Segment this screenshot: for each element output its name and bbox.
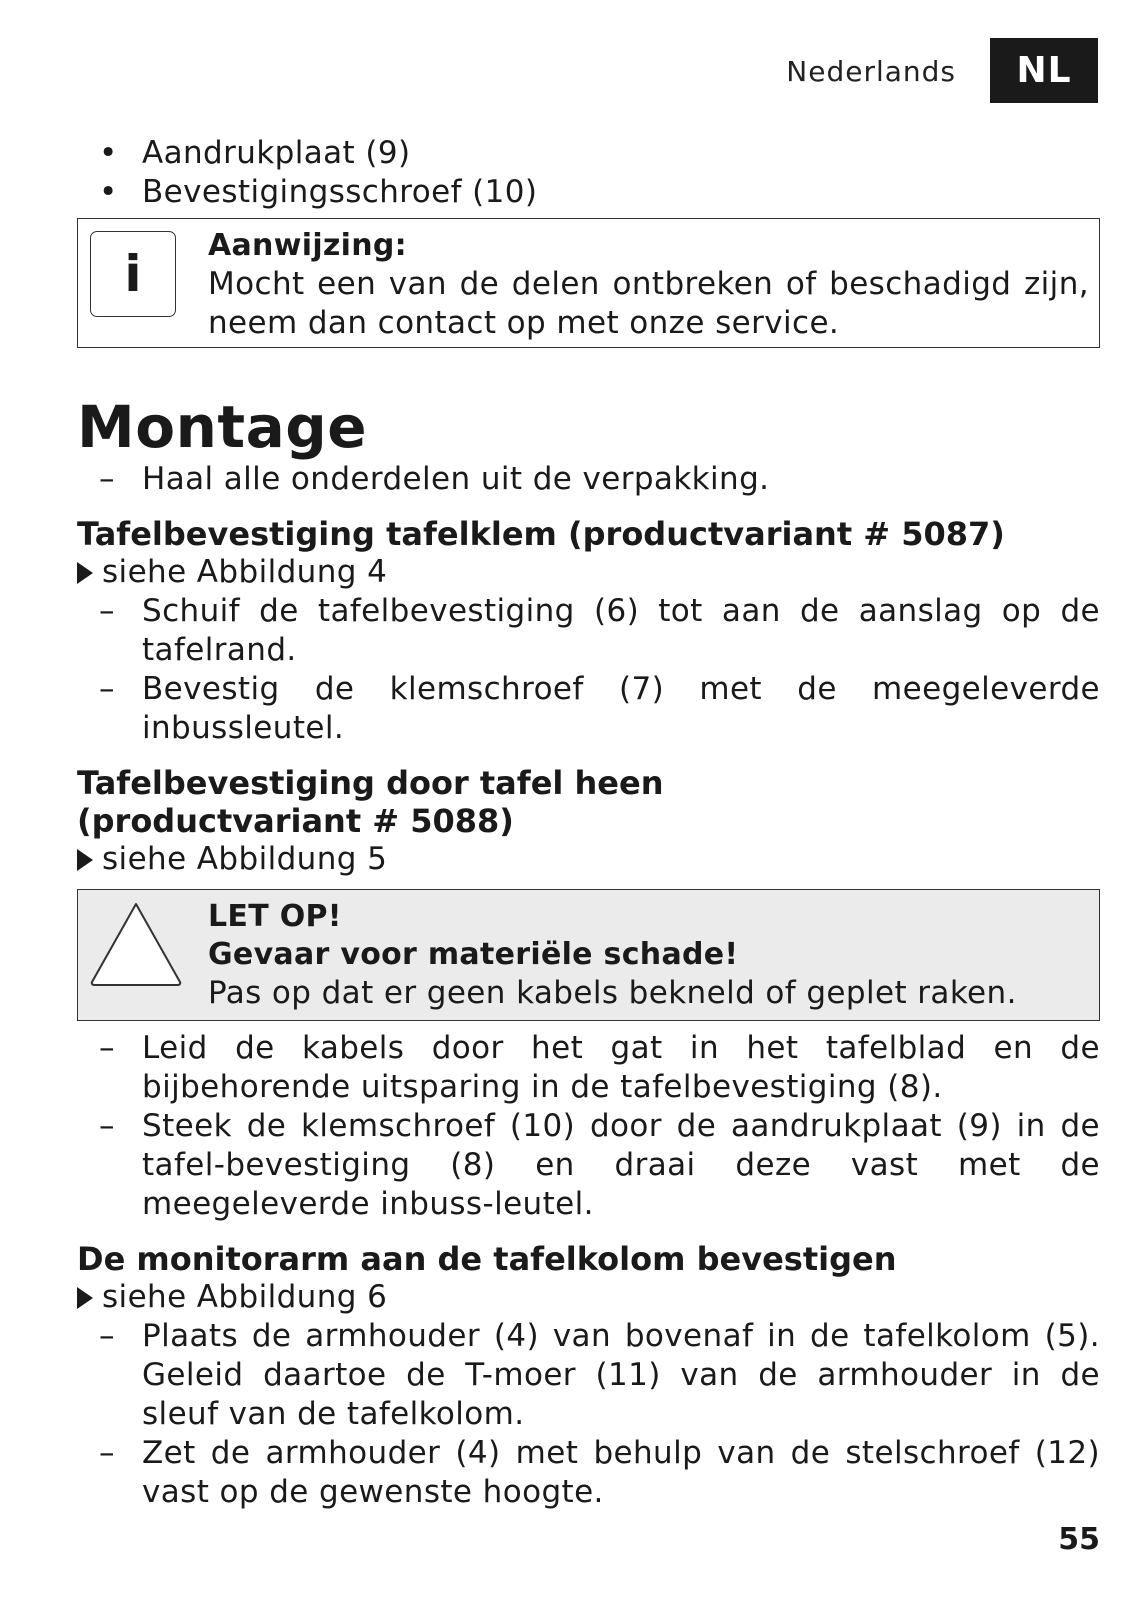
language-label: Nederlands bbox=[786, 55, 956, 88]
warning-notice bbox=[77, 889, 1100, 1021]
warning-text: Pas op dat er geen kabels bekneld of geplet raken. bbox=[208, 975, 1017, 1011]
warning-subtitle: Gevaar voor materiële schade! bbox=[208, 937, 739, 972]
montage-steps bbox=[77, 460, 1100, 499]
warning-title: LET OP! bbox=[208, 899, 342, 934]
figure-reference-text: siehe Abbildung 5 bbox=[102, 841, 388, 877]
list-item: – Schuif de tafelbevestiging (6) tot aan de aanslag op de tafelrand. bbox=[77, 592, 1100, 670]
info-notice-text: Mocht een van de delen ontbreken of beschadigd zijn, neem dan contact op met onze service. bbox=[208, 266, 1089, 341]
page-content bbox=[77, 134, 1100, 1512]
warning-triangle-icon bbox=[88, 900, 184, 988]
through-table-steps bbox=[77, 1029, 1100, 1224]
section-title-line: Tafelbevestiging door tafel heen bbox=[77, 764, 664, 802]
figure-reference-text: siehe Abbildung 4 bbox=[102, 554, 388, 590]
list-item: • Aandrukplaat (9) bbox=[77, 134, 1100, 173]
list-item: – Zet de armhouder (4) met behulp van de stelschroef (12) vast op de gewenste hoogte. bbox=[77, 1434, 1100, 1512]
list-item: – Plaats de armhouder (4) van bovenaf in de tafelkolom (5). Geleid daartoe de T-moer (11) van de armhouder in de sleuf van de tafelkolom. bbox=[77, 1317, 1100, 1434]
page-number: 55 bbox=[1058, 1522, 1100, 1557]
info-notice-title: Aanwijzing: bbox=[208, 228, 407, 263]
list-item: • Bevestigingsschroef (10) bbox=[77, 173, 1100, 212]
figure-reference bbox=[77, 840, 1100, 879]
section-title-montage: Montage bbox=[77, 393, 368, 461]
list-item: – Haal alle onderdelen uit de verpakking. bbox=[77, 460, 1100, 499]
figure-reference bbox=[77, 553, 1100, 592]
section-title-through-table bbox=[77, 764, 1100, 840]
figure-reference bbox=[77, 1278, 1100, 1317]
info-notice bbox=[77, 218, 1100, 348]
arrow-right-icon bbox=[77, 562, 93, 584]
parts-list bbox=[77, 134, 1100, 212]
clamp-steps bbox=[77, 592, 1100, 748]
list-item: – Bevestig de klemschroef (7) met de meegeleverde inbussleutel. bbox=[77, 670, 1100, 748]
section-title-clamp: Tafelbevestiging tafelklem (productvariant # 5087) bbox=[77, 515, 1005, 553]
info-icon: i bbox=[90, 231, 176, 317]
language-code-badge: NL bbox=[990, 38, 1098, 103]
monitor-arm-steps bbox=[77, 1317, 1100, 1512]
list-item: – Steek de klemschroef (10) door de aandrukplaat (9) in de tafel-bevestiging (8) en draai deze vast met de meegeleverde inbuss-leutel. bbox=[77, 1107, 1100, 1224]
figure-reference-text: siehe Abbildung 6 bbox=[102, 1279, 388, 1315]
section-title-monitor-arm: De monitorarm aan de tafelkolom bevestigen bbox=[77, 1240, 897, 1278]
list-item: – Leid de kabels door het gat in het tafelblad en de bijbehorende uitsparing in de tafelbevestiging (8). bbox=[77, 1029, 1100, 1107]
arrow-right-icon bbox=[77, 849, 93, 871]
section-title-line: (productvariant # 5088) bbox=[77, 802, 514, 840]
arrow-right-icon bbox=[77, 1287, 93, 1309]
